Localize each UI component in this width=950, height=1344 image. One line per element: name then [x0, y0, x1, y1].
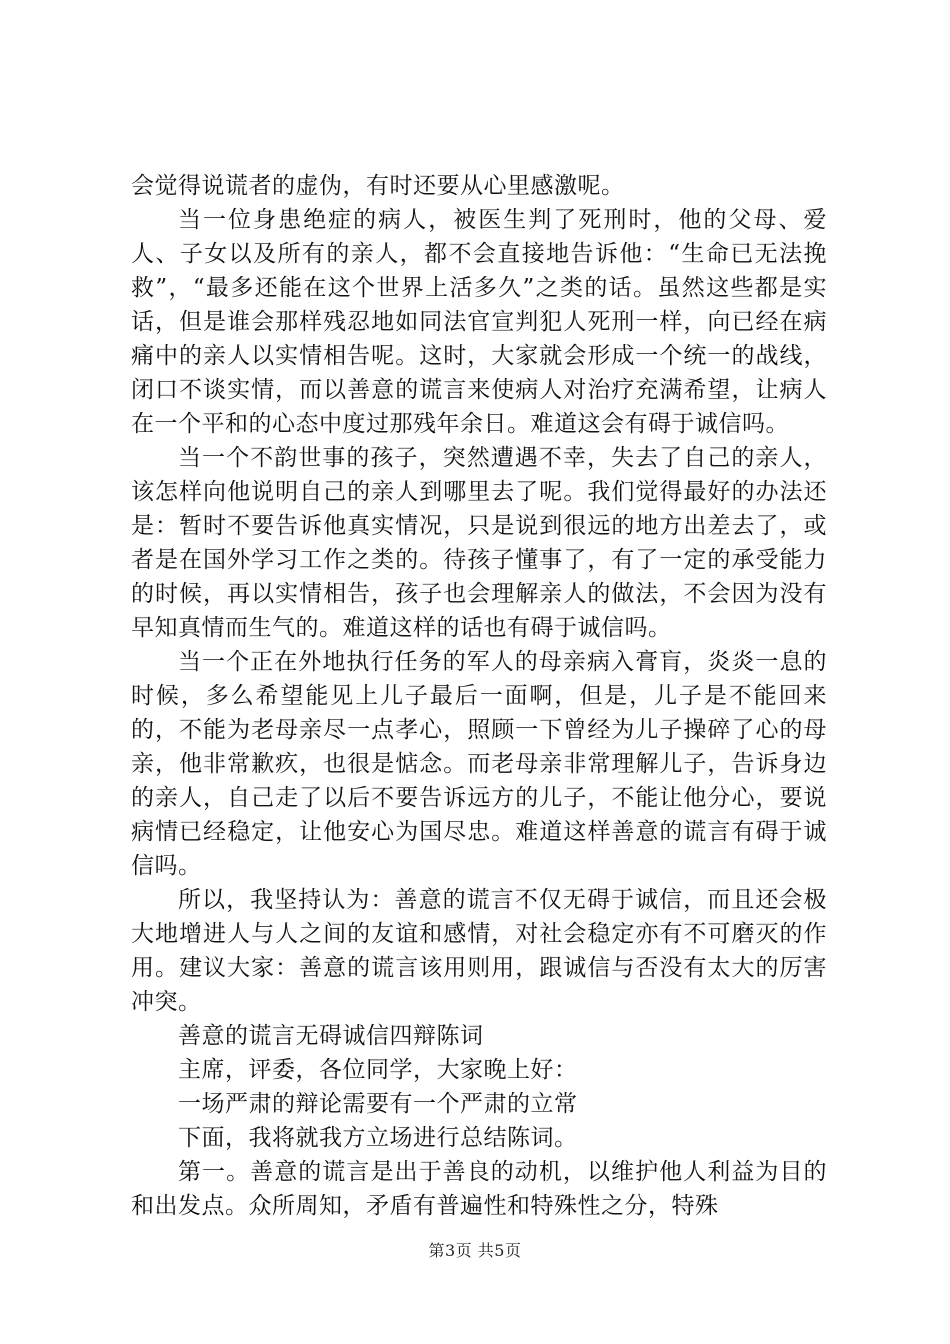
paragraph-3: 当一个不韵世事的孩子，突然遭遇不幸，失去了自己的亲人，该怎样向他说明自己的亲人到哪里去了呢。我们觉得最好的办法还是：暂时不要告诉他真实情况，只是说到很远的地方出差去了，或者是在国外学习工作之类的。待孩子懂事了，有了一定的承受能力的时候，再以实情相告，孩子也会理解亲人的做法，不会因为没有早知真情而生气的。难道这样的话也有碍于诚信吗。: [131, 445, 827, 641]
document-body: [131, 169, 827, 1223]
paragraph-9: 下面，我将就我方立场进行总结陈词。: [178, 1125, 578, 1151]
paragraph-4: 当一个正在外地执行任务的军人的母亲病入膏肓，炎炎一息的时候，多么希望能见上儿子最后一面啊，但是，儿子是不能回来的，不能为老母亲尽一点孝心，照顾一下曾经为儿子操碎了心的母亲，他非常歉疚，也很是惦念。而老母亲非常理解儿子，告诉身边的亲人，自己走了以后不要告诉远方的儿子，不能让他分心，要说病情已经稳定，让他安心为国尽忠。难道这样善意的谎言有碍于诚信吗。: [131, 649, 827, 879]
section-heading: 善意的谎言无碍诚信四辩陈词: [178, 1023, 484, 1049]
page-number-label: 第3页 共5页: [428, 1241, 522, 1260]
page-footer: [0, 1241, 950, 1261]
paragraph-2: 当一位身患绝症的病人，被医生判了死刑时，他的父母、爱人、子女以及所有的亲人，都不会直接地告诉他：“生命已无法挽救”，“最多还能在这个世界上活多久”之类的话。虽然这些都是实话，但是谁会那样残忍地如同法官宣判犯人死刑一样，向已经在病痛中的亲人以实情相告呢。这时，大家就会形成一个统一的战线，闭口不谈实情，而以善意的谎言来使病人对治疗充满希望，让病人在一个平和的心态中度过那残年余日。难道这会有碍于诚信吗。: [131, 207, 827, 437]
paragraph-8: 一场严肃的辩论需要有一个严肃的立常: [178, 1091, 578, 1117]
paragraph-5: 所以，我坚持认为：善意的谎言不仅无碍于诚信，而且还会极大地增进人与人之间的友谊和感情，对社会稳定亦有不可磨灭的作用。建议大家：善意的谎言该用则用，跟诚信与否没有太大的厉害冲突。: [131, 887, 827, 1015]
salutation-line: 主席，评委，各位同学，大家晚上好：: [178, 1057, 578, 1083]
paragraph-10: 第一。善意的谎言是出于善良的动机，以维护他人利益为目的和出发点。众所周知，矛盾有普遍性和特殊性之分，特殊: [131, 1159, 827, 1219]
paragraph-1: 会觉得说谎者的虚伪，有时还要从心里感激呢。: [131, 173, 625, 199]
